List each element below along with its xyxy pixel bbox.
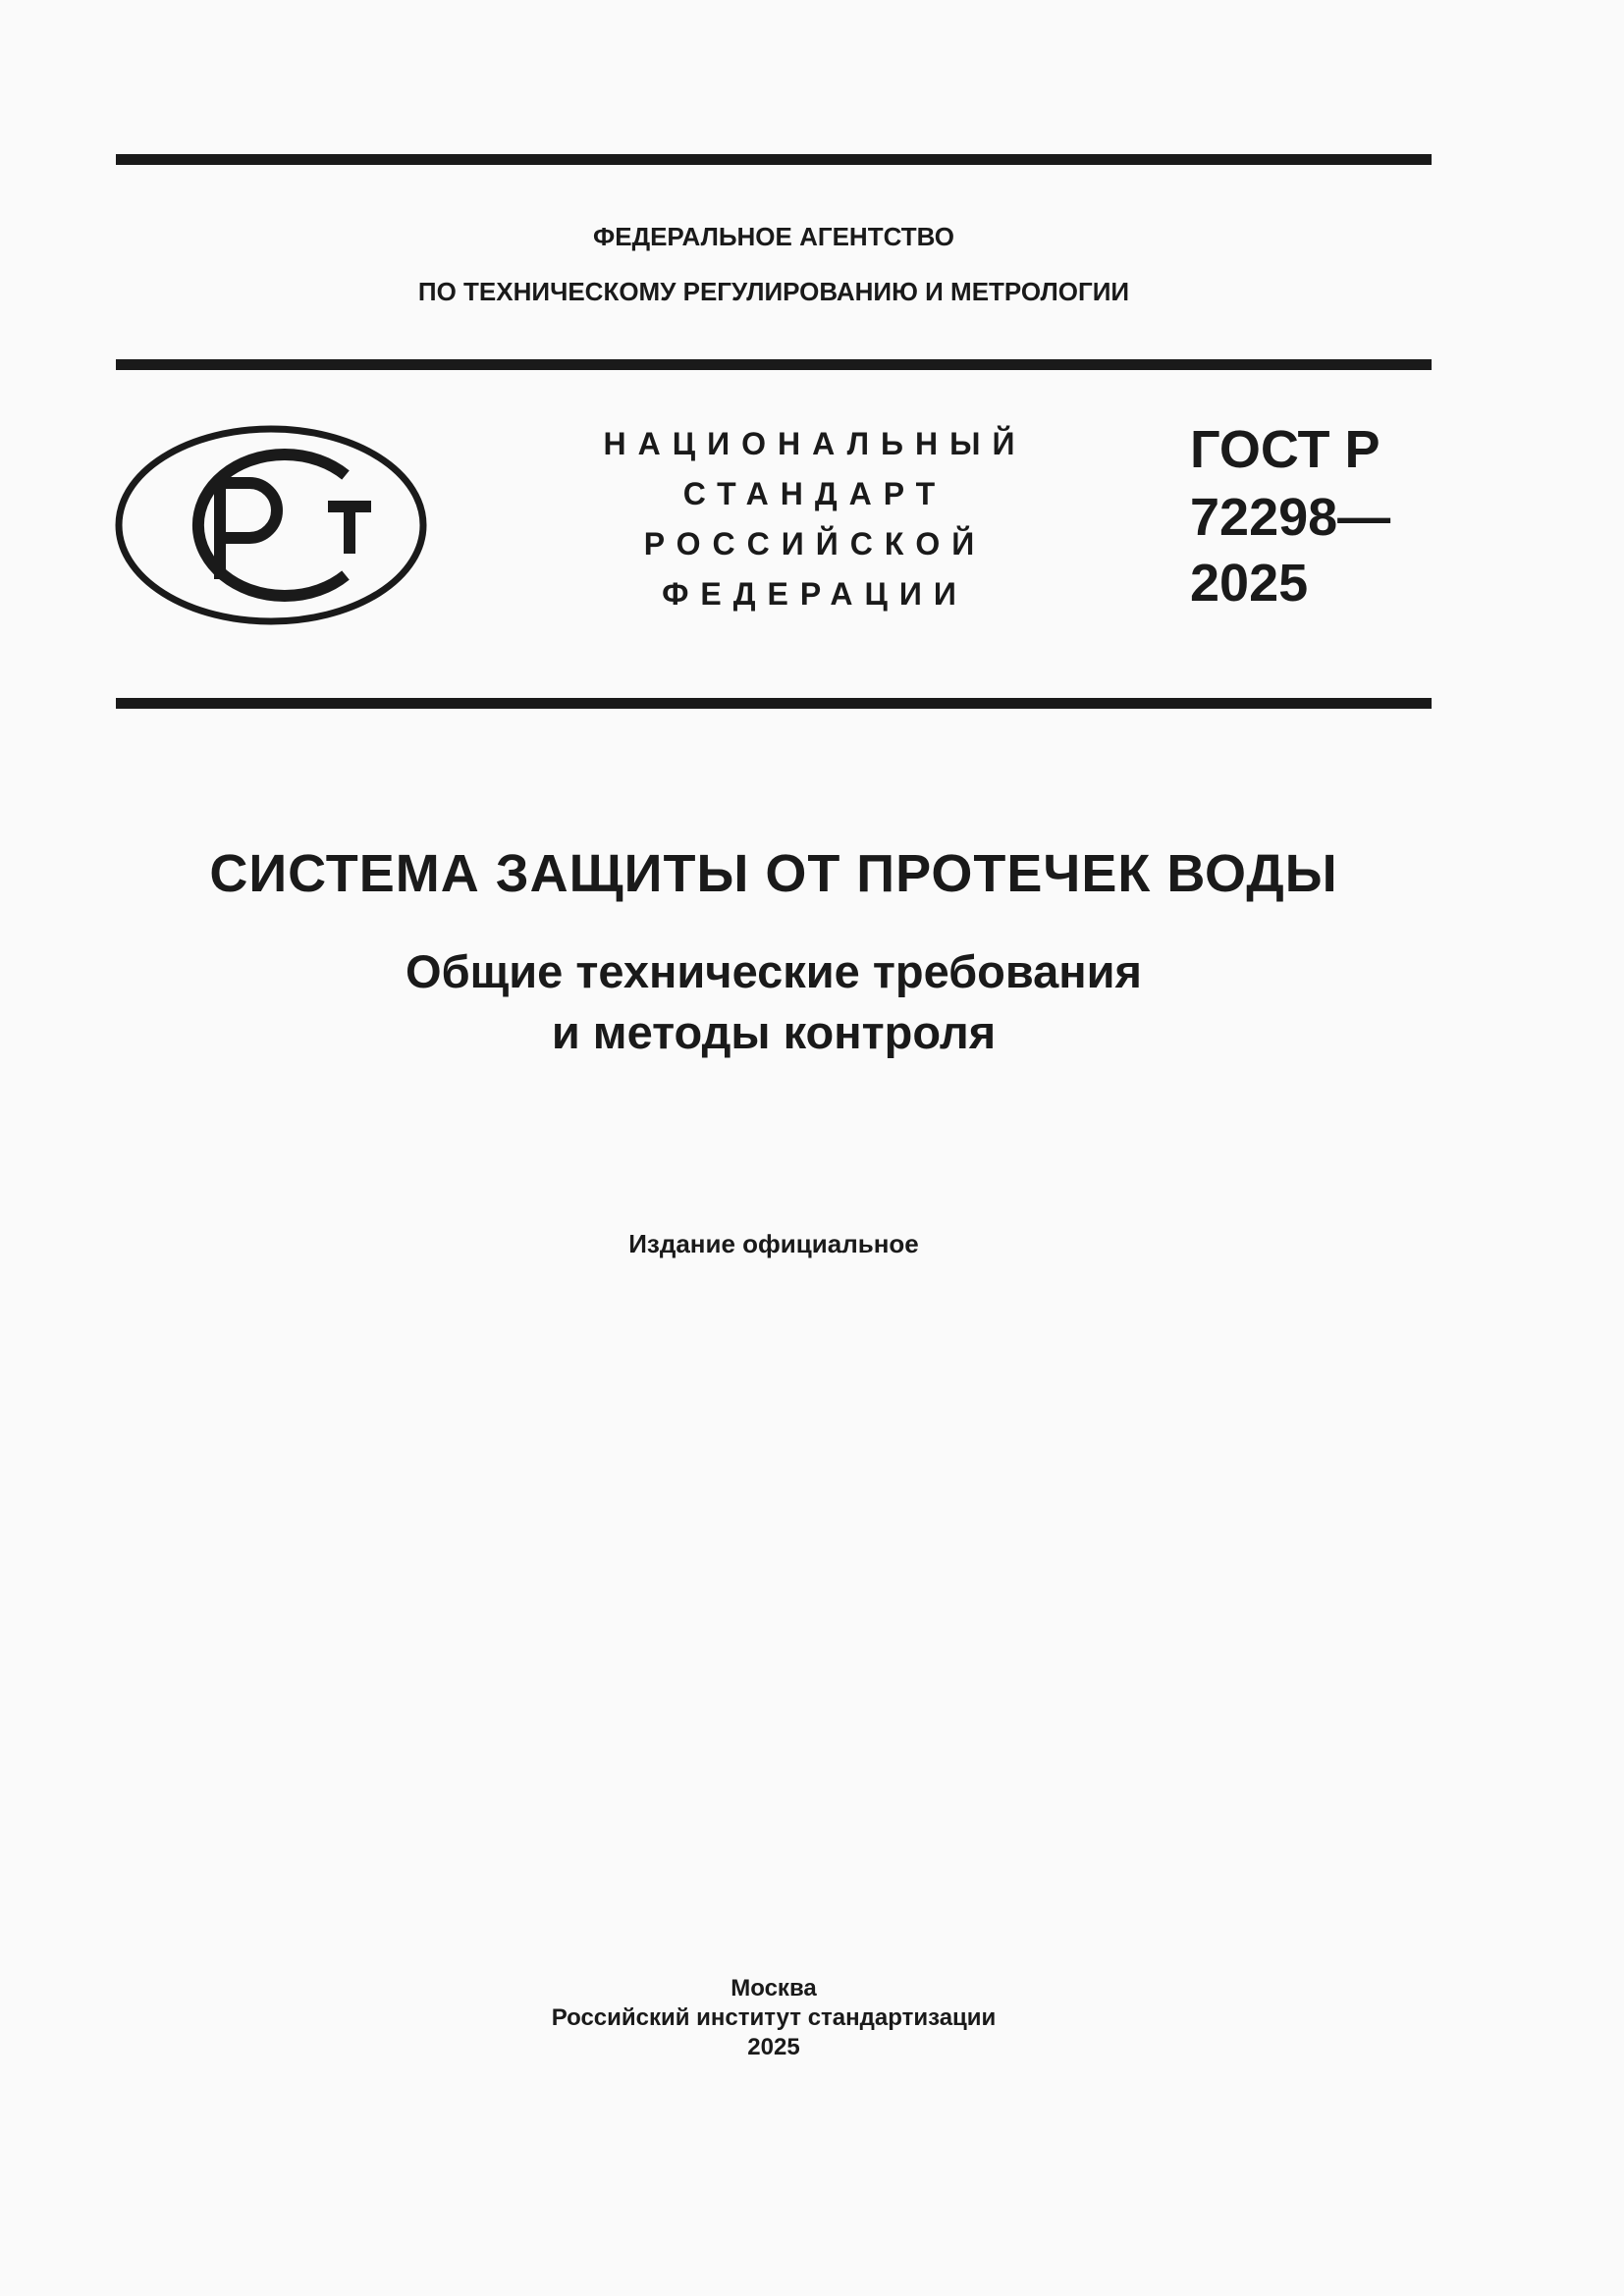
agency-line-1: ФЕДЕРАЛЬНОЕ АГЕНТСТВО: [593, 222, 954, 251]
imprint-year: 2025: [747, 2034, 800, 2060]
document-subtitle-line-2: и методы контроля: [551, 1006, 997, 1058]
designation-line-2: 72298—: [1190, 488, 1391, 547]
document-subtitle-line-1: Общие технические требования: [406, 945, 1142, 997]
header-rule: [116, 359, 1432, 370]
agency-line-2: ПО ТЕХНИЧЕСКОМУ РЕГУЛИРОВАНИЮ И МЕТРОЛОГИИ: [417, 277, 1130, 306]
designation-line-1: ГОСТ Р: [1190, 420, 1380, 479]
standard-kind-line-1: НАЦИОНАЛЬНЫЙ: [603, 426, 1027, 461]
standard-kind-line-3: РОССИЙСКОЙ: [643, 526, 987, 561]
designation-line-3: 2025: [1190, 554, 1309, 613]
imprint-publisher: Российский институт стандартизации: [551, 2004, 997, 2031]
edition-label: Издание официальное: [628, 1229, 919, 1258]
rst-mark-icon: [114, 424, 428, 626]
document-title: СИСТЕМА ЗАЩИТЫ ОТ ПРОТЕЧЕК ВОДЫ: [209, 844, 1338, 903]
rst-logo: [114, 424, 428, 626]
block-rule: [116, 698, 1432, 709]
standard-kind-line-4: ФЕДЕРАЦИИ: [662, 576, 968, 612]
standard-kind-line-2: СТАНДАРТ: [682, 476, 947, 511]
top-rule: [116, 154, 1432, 165]
imprint-city: Москва: [731, 1975, 817, 2002]
